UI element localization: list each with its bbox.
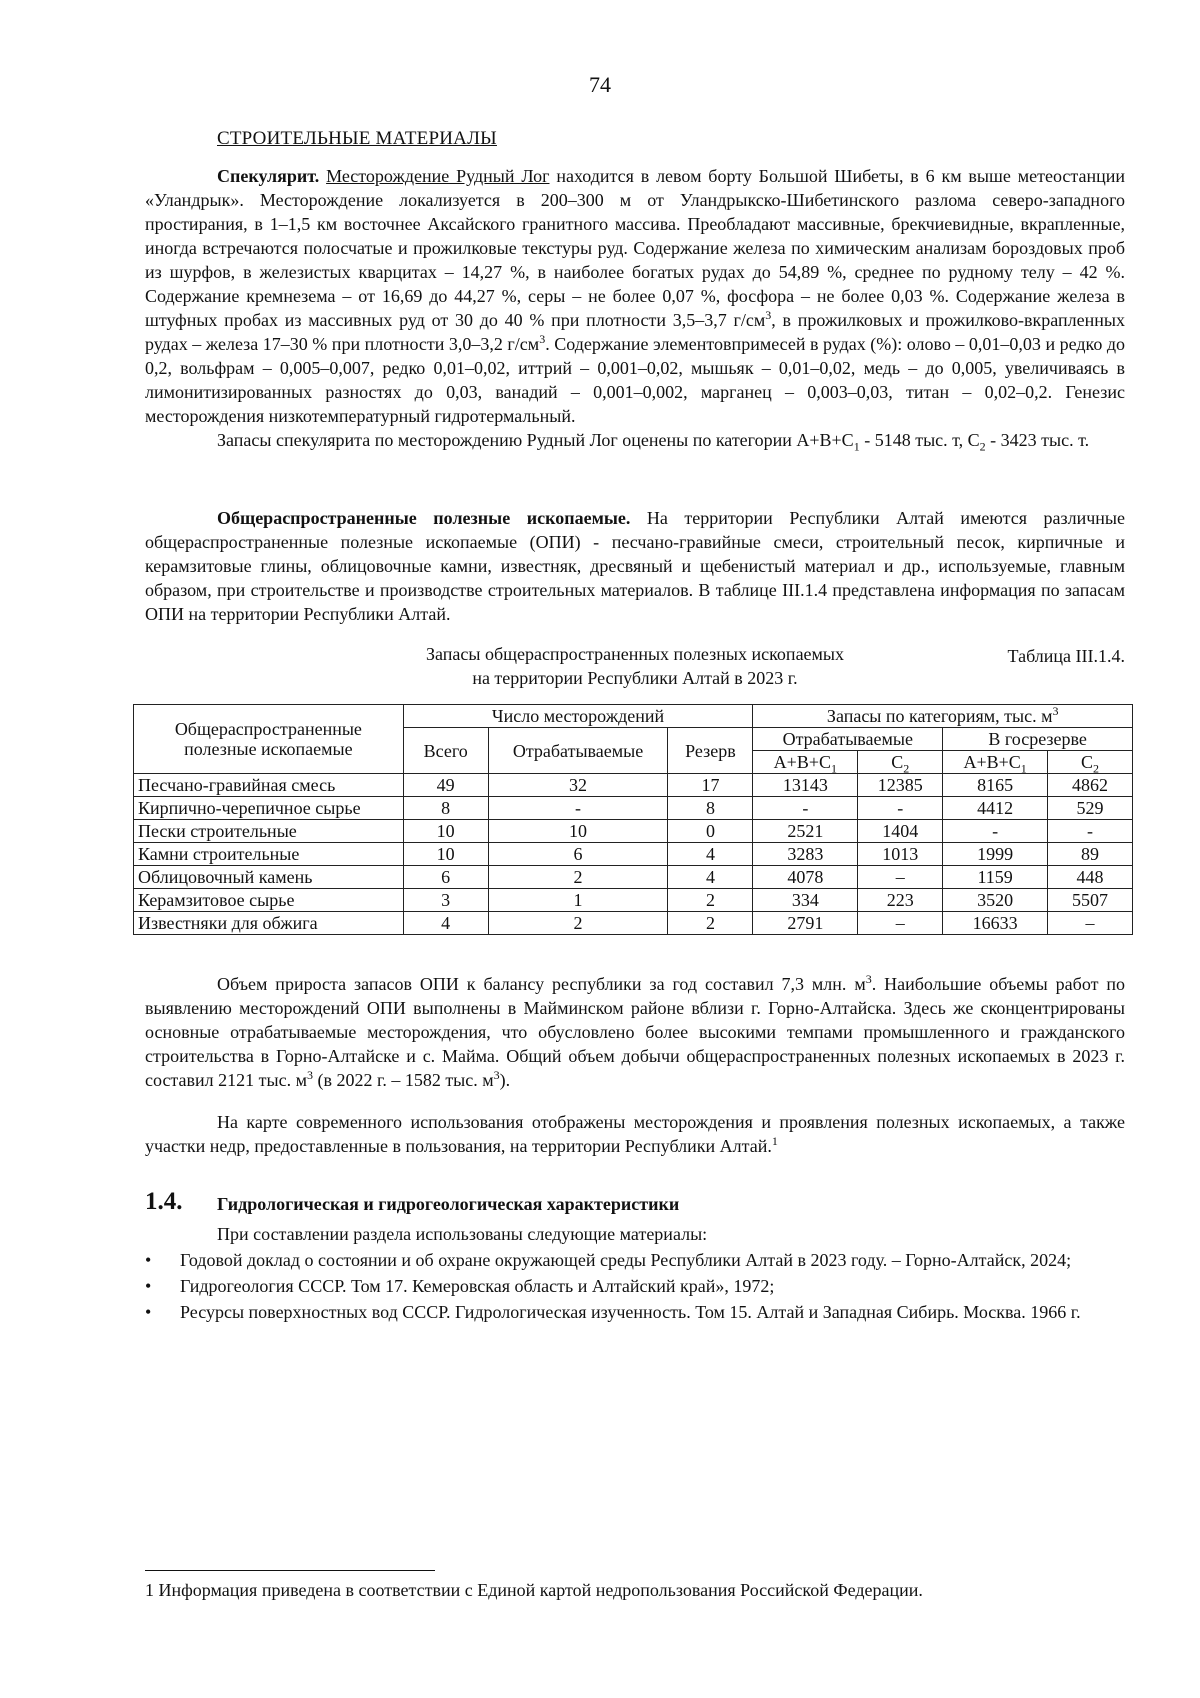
section-heading: СТРОИТЕЛЬНЫЕ МАТЕРИАЛЫ — [217, 128, 497, 149]
header-c2-2 — [1048, 751, 1133, 774]
table-cell: - — [858, 797, 943, 820]
speculariate-term: Спекулярит. — [217, 166, 320, 186]
density-unit-sup: 3 — [765, 308, 772, 322]
mineral-name-cell: Керамзитовое сырье — [134, 889, 404, 912]
header-reserves — [753, 705, 1133, 728]
table-cell: 8 — [403, 797, 488, 820]
source-text: Гидрогеология СССР. Том 17. Кемеровская область и Алтайский край», 1972; — [180, 1276, 775, 1296]
growth-text-b: . Наибольшие объемы работ по выявлению месторождений ОПИ выполнены в Майминском районе вблизи г. Горно-Алтайска. Здесь же сконцентрированы основные отрабатываемые месторождения, что обусловлено более высокими темпами промышленного и гражданского строительства в Горно-Алтайске и с. Майма. Общий объем добычи общераспространенных полезных ископаемых в 2023 г. составил 2121 тыс. м — [145, 974, 1126, 1090]
table-cell: 8 — [668, 797, 753, 820]
table-row — [134, 797, 1133, 820]
table-cell: 13143 — [753, 774, 858, 797]
growth-paragraph — [145, 972, 1125, 1092]
list-item — [145, 1300, 1125, 1324]
header-abc-2-text: А+В+С — [963, 752, 1021, 772]
table-body — [134, 774, 1133, 935]
table-cell: 1 — [488, 889, 668, 912]
table-row — [134, 866, 1133, 889]
speculariate-text-2: , в прожилковых и прожилково-вкрапленных рудах – железа 17–30 % при плотности 3,0–3,2 г/см — [145, 310, 1125, 354]
table-cell: 16633 — [943, 912, 1048, 935]
table-cell: - — [943, 820, 1048, 843]
reserves-text-a: Запасы спекулярита по месторождению Рудный Лог оценены по категории А+В+С — [217, 430, 854, 450]
table-cell: - — [1048, 820, 1133, 843]
table-row — [134, 889, 1133, 912]
section-number: 1.4. — [145, 1188, 183, 1215]
table-cell: 6 — [403, 866, 488, 889]
common-minerals-text: На территории Республики Алтай имеются различные общераспространенные полезные ископаемые (ОПИ) - песчано-гравийные смеси, строительный песок, кирпичные и керамзитовые глины, облицовочные камни, известняк, дресвяный и щебенистый материал и др., используемые, главным образом, при строительстве и производстве строительных материалов. В таблице III.1.4 представлена информация по запасам ОПИ на территории Республики Алтай. — [145, 508, 1125, 624]
footnote: 1 Информация приведена в соответствии с Единой картой недропользования Российской Федерации. — [145, 1580, 923, 1600]
reserves-sub-1: 1 — [853, 439, 860, 454]
reserves-table — [133, 704, 1133, 935]
table-cell: 4 — [668, 843, 753, 866]
table-cell: 89 — [1048, 843, 1133, 866]
table-header-row-1 — [134, 705, 1133, 728]
header-worked-reserves: Отрабатываемые — [753, 728, 943, 751]
deposit-name: Месторождение Рудный Лог — [326, 166, 550, 186]
header-abc-1 — [753, 751, 858, 774]
header-abc-2 — [943, 751, 1048, 774]
speculariate-paragraph — [145, 164, 1125, 428]
table-cell: 49 — [403, 774, 488, 797]
header-state-reserve: В госрезерве — [943, 728, 1133, 751]
common-minerals-block — [145, 506, 1125, 626]
table-cell: 448 — [1048, 866, 1133, 889]
header-c2-1-text: С — [891, 752, 904, 772]
table-cell: 2521 — [753, 820, 858, 843]
table-row — [134, 774, 1133, 797]
header-abc-1-text: А+В+С — [773, 752, 831, 772]
reserves-sub-2: 2 — [979, 439, 986, 454]
table-cell: 4 — [403, 912, 488, 935]
growth-sup-3: 3 — [493, 1068, 500, 1082]
mineral-name-cell: Облицовочный камень — [134, 866, 404, 889]
growth-text-a: Объем прироста запасов ОПИ к балансу республики за год составил 7,3 млн. м — [217, 974, 866, 994]
speculariate-text: находится в левом борту Большой Шибеты, в 6 км выше метеостанции «Уландрык». Месторождение локализуется в 200–300 м от Уландрыкско-Шибетинского разлома северо-западного простирания, в 1–1,5 км восточнее Аксайского гранитного массива. Преобладают массивные, брекчиевидные, вкрапленные, иногда встречаются полосчатые и прожилковые текстуры руд. Содержание железа по химическим анализам бороздовых проб из шурфов, в железистых кварцитах – 14,27 %, в наиболее богатых рудах до 54,89 %, среднее по рудному телу – 42 %. Содержание кремнезема – от 16,69 до 44,27 %, серы – не более 0,07 %, фосфора – не более 0,03 %. Содержание железа в штуфных пробах из массивных руд от 30 до 40 % при плотности 3,5–3,7 г/см — [145, 166, 1125, 330]
table-cell: 2 — [668, 889, 753, 912]
table-cell: 334 — [753, 889, 858, 912]
header-deposit-count: Число месторождений — [403, 705, 753, 728]
table-cell: 17 — [668, 774, 753, 797]
list-item — [145, 1248, 1125, 1272]
table-cell: 223 — [858, 889, 943, 912]
speculariate-text-3: . Содержание элементовпримесей в рудах (%): олово – 0,01–0,03 и редко до 0,2, вольфрам – 0,005–0,007, редко 0,01–0,02, иттрий – 0,001–0,02, мышьяк – 0,01–0,02, медь – до 0,005, увеличиваясь в лимонитизированных разностях до 0,03, ванадий – 0,001–0,002, марганец – 0,003–0,03, титан – 0,02–0,2. Генезис месторождения низкотемпературный гидротермальный. — [145, 334, 1126, 426]
table-title-line-2: на территории Республики Алтай в 2023 г. — [472, 668, 798, 688]
table-cell: 10 — [403, 843, 488, 866]
header-c2-1-sub: 2 — [903, 761, 910, 776]
table-cell: – — [1048, 912, 1133, 935]
bullet-icon: • — [145, 1276, 152, 1296]
table-cell: 1159 — [943, 866, 1048, 889]
common-minerals-term: Общераспространенные полезные ископаемые. — [217, 508, 631, 528]
table-cell: 2 — [668, 912, 753, 935]
reserves-text-b: - 5148 тыс. т, С — [859, 430, 980, 450]
table-cell: 1013 — [858, 843, 943, 866]
table-cell: - — [753, 797, 858, 820]
header-worked: Отрабатываемые — [488, 728, 668, 774]
sources-intro: При составлении раздела использованы следующие материалы: — [217, 1224, 708, 1244]
header-c2-2-text: С — [1081, 752, 1094, 772]
header-reserves-sup: 3 — [1052, 704, 1059, 718]
table-cell: 10 — [488, 820, 668, 843]
table-cell: 3520 — [943, 889, 1048, 912]
table-title-line-1: Запасы общераспространенных полезных ископаемых — [425, 644, 845, 664]
section-1-4-heading — [145, 1188, 680, 1216]
mineral-name-cell: Кирпично-черепичное сырье — [134, 797, 404, 820]
growth-sup-1: 3 — [865, 972, 872, 986]
table-cell: 6 — [488, 843, 668, 866]
table-cell: 529 — [1048, 797, 1133, 820]
table-cell: 4412 — [943, 797, 1048, 820]
growth-paragraph-block — [145, 972, 1125, 1092]
page-number: 74 — [589, 72, 611, 97]
table-cell: 3283 — [753, 843, 858, 866]
growth-text-c: (в 2022 г. – 1582 тыс. м — [312, 1070, 494, 1090]
source-text: Годовой доклад о состоянии и об охране окружающей среды Республики Алтай в 2023 году. – Горно-Алтайск, 2024; — [180, 1250, 1072, 1270]
list-item — [145, 1274, 1125, 1298]
table-cell: 12385 — [858, 774, 943, 797]
table-cell: 3 — [403, 889, 488, 912]
mineral-name-cell: Песчано-гравийная смесь — [134, 774, 404, 797]
table-cell: – — [858, 912, 943, 935]
table-cell: 10 — [403, 820, 488, 843]
table-cell: 2 — [488, 866, 668, 889]
footnote-ref: 1 — [771, 1134, 778, 1148]
table-cell: 0 — [668, 820, 753, 843]
map-paragraph — [145, 1110, 1125, 1158]
table-cell: 1999 — [943, 843, 1048, 866]
table-row — [134, 843, 1133, 866]
map-text: На карте современного использования отображены месторождения и проявления полезных ископаемых, а также участки недр, предоставленные в пользования, на территории Республики Алтай. — [145, 1112, 1125, 1156]
bullet-icon: • — [145, 1250, 152, 1270]
table-label: Таблица III.1.4. — [1007, 646, 1125, 666]
table-cell: 32 — [488, 774, 668, 797]
table-cell: 2 — [488, 912, 668, 935]
section-title: Гидрологическая и гидрогеологическая характеристики — [217, 1194, 680, 1214]
header-abc-2-sub: 1 — [1020, 761, 1027, 776]
header-c2-1 — [858, 751, 943, 774]
map-paragraph-block — [145, 1110, 1125, 1158]
table-cell: 4078 — [753, 866, 858, 889]
header-reserve: Резерв — [668, 728, 753, 774]
header-abc-1-sub: 1 — [831, 761, 837, 776]
table-cell: 8165 — [943, 774, 1048, 797]
table-cell: – — [858, 866, 943, 889]
common-minerals-paragraph — [145, 506, 1125, 626]
table-cell: 4 — [668, 866, 753, 889]
header-c2-2-sub: 2 — [1093, 761, 1100, 776]
table-cell: 4862 — [1048, 774, 1133, 797]
table-row — [134, 912, 1133, 935]
growth-text-d: ). — [499, 1070, 511, 1090]
sources-intro-block — [145, 1222, 1125, 1246]
mineral-name-cell: Известняки для обжига — [134, 912, 404, 935]
speculariate-reserves-paragraph — [145, 428, 1125, 452]
mineral-name-cell: Пески строительные — [134, 820, 404, 843]
reserves-text-c: - 3423 тыс. т. — [985, 430, 1090, 450]
table-cell: 1404 — [858, 820, 943, 843]
table-title — [145, 642, 1125, 690]
source-text: Ресурсы поверхностных вод СССР. Гидрологическая изученность. Том 15. Алтай и Западная Сибирь. Москва. 1966 г. — [180, 1302, 1081, 1322]
header-minerals: Общераспространенные полезные ископаемые — [134, 705, 404, 774]
table-cell: 2791 — [753, 912, 858, 935]
footnote-divider — [145, 1570, 435, 1571]
density-unit-sup-2: 3 — [539, 332, 546, 346]
sources-list — [145, 1248, 1125, 1326]
header-total: Всего — [403, 728, 488, 774]
table-cell: 5507 — [1048, 889, 1133, 912]
header-reserves-text: Запасы по категориям, тыс. м — [826, 706, 1053, 726]
table-cell: - — [488, 797, 668, 820]
growth-sup-2: 3 — [306, 1068, 313, 1082]
bullet-icon: • — [145, 1302, 152, 1322]
mineral-name-cell: Камни строительные — [134, 843, 404, 866]
table-row — [134, 820, 1133, 843]
speculariate-paragraph-block — [145, 164, 1125, 452]
